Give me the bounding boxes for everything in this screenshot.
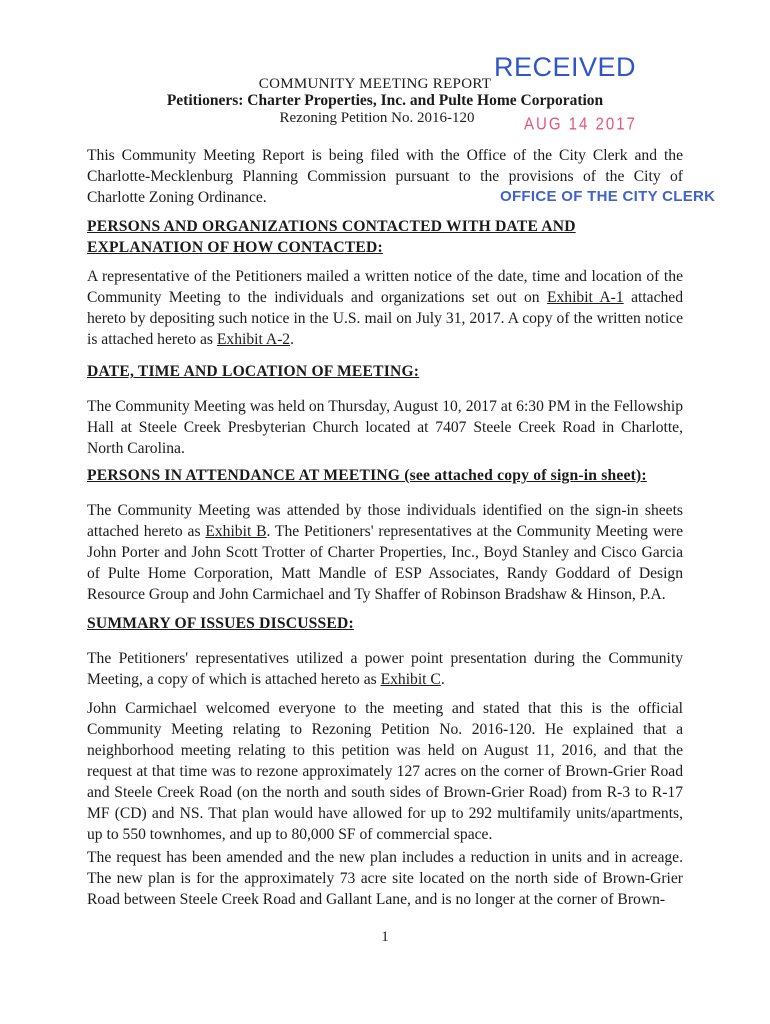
- date-time-location-paragraph: The Community Meeting was held on Thursday, August 10, 2017 at 6:30 PM in the Fellowship Hall at Steele Creek Presbyterian Church located at 7407 Steele Creek Road in Charlotte, North Carolina.: [87, 398, 683, 457]
- exhibit-b-link[interactable]: Exhibit B: [205, 523, 267, 540]
- exhibit-a2-link[interactable]: Exhibit A-2: [216, 331, 291, 348]
- exhibit-c-link[interactable]: Exhibit C: [380, 671, 441, 688]
- summary-paragraph-2: John Carmichael welcomed everyone to the meeting and stated that this is the official Community Meeting relating to Rezoning Petition No. 2016-120. He explained that a neighborhood meeting relating to this petition was held on August 11, 2016, and that the request at that time was to rezone approximately 127 acres on the corner of Brown-Grier Road and Steele Creek Road (on the north and south sides of Brown-Grier Road) from R-3 to R-17 MF (CD) and NS. That plan would have allowed for up to 292 multifamily units/apartments, up to 550 townhomes, and up to 80,000 SF of commercial space.: [87, 700, 683, 843]
- summary-p1-text-a: The Petitioners' representatives utilized a power point presentation during the Community Meeting, a copy of which is attached hereto as: [87, 650, 683, 688]
- date-time-location-heading: DATE, TIME AND LOCATION OF MEETING:: [87, 363, 420, 380]
- office-stamp: OFFICE OF THE CITY CLERK: [500, 188, 716, 205]
- persons-contacted-paragraph: [87, 266, 683, 350]
- persons-contacted-text-a: A representative of the Petitioners mailed a written notice of the date, time and location of the Community Meeting to the individuals and organizations set out on: [87, 268, 683, 306]
- rezoning-petition-line: [0, 110, 770, 127]
- intro-paragraph: This Community Meeting Report is being filed with the Office of the City Clerk and the Charlotte-Mecklenburg Planning Commission pursuant to the provisions of the City of Charlotte Zoning Ordinance.: [87, 147, 683, 206]
- persons-contacted-heading: PERSONS AND ORGANIZATIONS CONTACTED WITH DATE AND EXPLANATION OF HOW CONTACTED:: [87, 218, 576, 256]
- summary-p1-text-b: .: [440, 671, 445, 688]
- petitioners-line: Petitioners: Charter Properties, Inc. and Pulte Home Corporation: [166, 92, 604, 109]
- attendance-text-a: The Community Meeting was attended by those individuals identified on the sign-in sheets attached hereto as: [87, 502, 683, 540]
- summary-paragraph-3: The request has been amended and the new plan includes a reduction in units and in acreage. The new plan is for the approximately 73 acre site located on the north side of Brown-Grier Road between Steele Creek Road and Gallant Lane, and is no longer at the corner of Brown-: [87, 849, 683, 908]
- page-number: 1: [381, 929, 389, 945]
- summary-paragraph-1: [87, 648, 683, 690]
- attendance-paragraph: [87, 500, 683, 605]
- received-date-stamp: AUG 14 2017: [524, 114, 637, 135]
- persons-contacted-text-c: .: [290, 331, 294, 348]
- persons-contacted-text-b: attached hereto by depositing such notice in the U.S. mail on July 31, 2017. A copy of the written notice is attached hereto as: [87, 289, 684, 348]
- rezoning-petition-text: Rezoning Petition No. 2016-120: [279, 110, 475, 126]
- received-stamp: RECEIVED: [494, 52, 637, 82]
- attendance-text-b: . The Petitioners' representatives at the Community Meeting were John Porter and John Scott Trotter of Charter Properties, Inc., Boyd Stanley and Cisco Garcia of Pulte Home Corporation, Matt Mandle of ESP Associates, Randy Goddard of Design Resource Group and John Carmichael and Ty Shaffer of Robinson Bradshaw & Hinson, P.A.: [87, 523, 684, 603]
- exhibit-a1-link[interactable]: Exhibit A-1: [546, 289, 624, 306]
- report-title: [0, 76, 770, 93]
- summary-heading: SUMMARY OF ISSUES DISCUSSED:: [87, 615, 354, 632]
- report-title-text: COMMUNITY MEETING REPORT: [258, 76, 492, 92]
- attendance-heading: PERSONS IN ATTENDANCE AT MEETING (see attached copy of sign-in sheet):: [87, 467, 647, 484]
